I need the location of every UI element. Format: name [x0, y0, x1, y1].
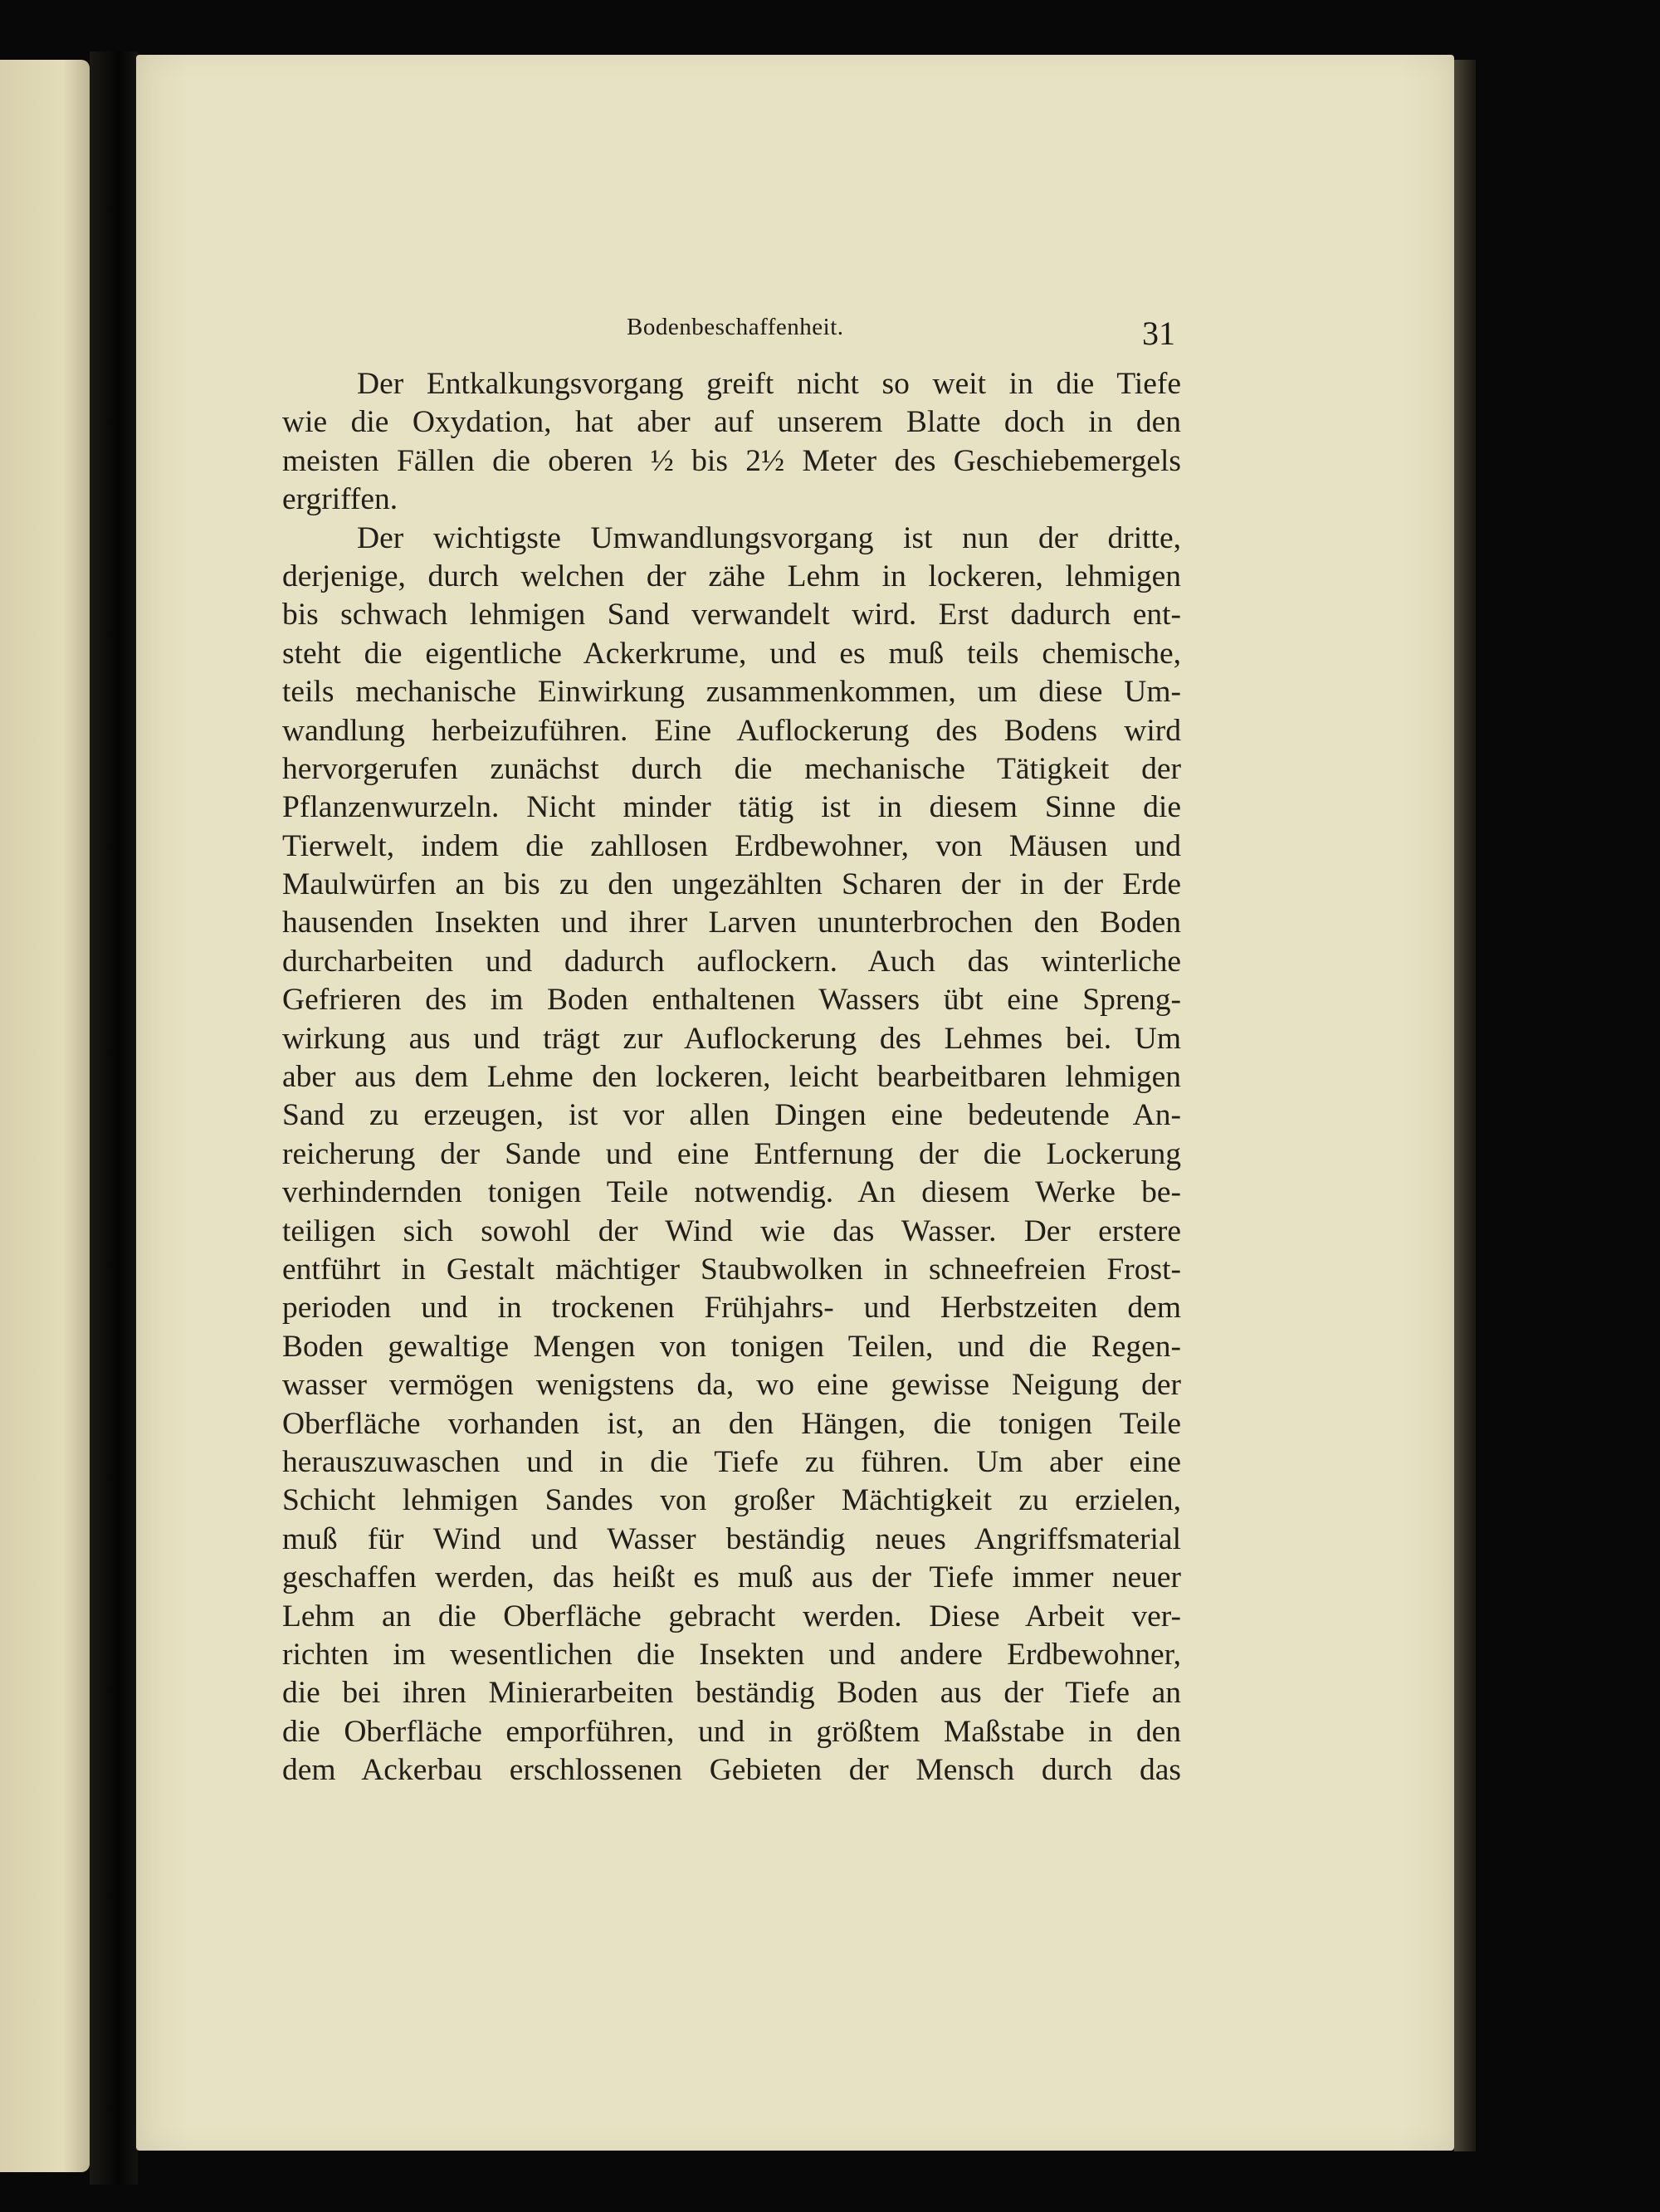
- text-line: muß für Wind und Wasser beständig neues Angriffsmaterial: [282, 1521, 1181, 1556]
- text-line: Boden gewaltige Mengen von tonigen Teilen, und die Regen-: [282, 1329, 1181, 1364]
- text-line: die bei ihren Minierarbeiten beständig Boden aus der Tiefe an: [282, 1676, 1181, 1711]
- book-gutter: [90, 51, 138, 2185]
- text-line: wie die Oxydation, hat aber auf unserem Blatte doch in den: [282, 405, 1181, 440]
- text-line: geschaffen werden, das heißt es muß aus der Tiefe immer neuer: [282, 1560, 1181, 1595]
- page-stack-edge: [1454, 60, 1476, 2151]
- text-line: reicherung der Sande und eine Entfernung der die Lockerung: [282, 1136, 1181, 1171]
- text-line: wasser vermögen wenigstens da, wo eine gewisse Neigung der: [282, 1368, 1181, 1403]
- text-line: Oberfläche vorhanden ist, an den Hängen, die tonigen Teile: [282, 1406, 1181, 1441]
- text-line: wandlung herbeizuführen. Eine Auflockerung des Bodens wird: [282, 713, 1181, 748]
- facing-page-edge: [0, 60, 90, 2172]
- page-header: [282, 310, 1179, 360]
- text-line: aber aus dem Lehme den lockeren, leicht bearbeitbaren lehmigen: [282, 1060, 1181, 1095]
- text-line: Lehm an die Oberfläche gebracht werden. Diese Arbeit ver-: [282, 1599, 1181, 1633]
- running-head: Bodenbeschaffenheit.: [627, 314, 844, 340]
- text-line: Der wichtigste Umwandlungsvorgang ist nun der dritte,: [357, 520, 1181, 555]
- paragraph-1: [282, 365, 1181, 520]
- text-line: meisten Fällen die oberen ½ bis 2½ Meter des Geschiebemergels: [282, 443, 1181, 478]
- text-line: entführt in Gestalt mächtiger Staubwolken in schneefreien Frost-: [282, 1252, 1181, 1287]
- text-line: die Oberfläche emporführen, und in größtem Maßstabe in den: [282, 1714, 1181, 1749]
- text-line: derjenige, durch welchen der zähe Lehm in lockeren, lehmigen: [282, 559, 1181, 593]
- text-line: durcharbeiten und dadurch auflockern. Auch das winterliche: [282, 944, 1181, 979]
- paragraph-2: [282, 520, 1181, 1790]
- text-line: dem Ackerbau erschlossenen Gebieten der Mensch durch das: [282, 1753, 1181, 1788]
- text-line: ergriffen.: [282, 482, 398, 517]
- text-line: Tierwelt, indem die zahllosen Erdbewohner, von Mäusen und: [282, 828, 1181, 863]
- text-line: herauszuwaschen und in die Tiefe zu führen. Um aber eine: [282, 1444, 1181, 1479]
- text-line: Sand zu erzeugen, ist vor allen Dingen eine bedeutende An-: [282, 1098, 1181, 1133]
- text-line: bis schwach lehmigen Sand verwandelt wird. Erst dadurch ent-: [282, 598, 1181, 632]
- text-line: hervorgerufen zunächst durch die mechanische Tätigkeit der: [282, 751, 1181, 786]
- page-number: 31: [1142, 315, 1175, 352]
- text-line: Der Entkalkungsvorgang greift nicht so weit in die Tiefe: [357, 367, 1181, 401]
- text-line: perioden und in trockenen Frühjahrs- und Herbstzeiten dem: [282, 1291, 1181, 1326]
- text-line: teils mechanische Einwirkung zusammenkommen, um diese Um-: [282, 675, 1181, 710]
- text-line: Pflanzenwurzeln. Nicht minder tätig ist in diesem Sinne die: [282, 790, 1181, 825]
- text-line: steht die eigentliche Ackerkrume, und es muß teils chemische,: [282, 636, 1181, 671]
- text-line: Maulwürfen an bis zu den ungezählten Scharen der in der Erde: [282, 867, 1181, 902]
- text-line: hausenden Insekten und ihrer Larven ununterbrochen den Boden: [282, 906, 1181, 940]
- text-line: Schicht lehmigen Sandes von großer Mächtigkeit zu erzielen,: [282, 1483, 1181, 1518]
- text-line: wirkung aus und trägt zur Auflockerung des Lehmes bei. Um: [282, 1021, 1181, 1056]
- body-text: [282, 365, 1181, 1790]
- text-line: Gefrieren des im Boden enthaltenen Wassers übt eine Spreng-: [282, 983, 1181, 1018]
- text-line: richten im wesentlichen die Insekten und andere Erdbewohner,: [282, 1637, 1181, 1672]
- text-line: teiligen sich sowohl der Wind wie das Wasser. Der erstere: [282, 1213, 1181, 1248]
- text-line: verhindernden tonigen Teile notwendig. An diesem Werke be-: [282, 1175, 1181, 1210]
